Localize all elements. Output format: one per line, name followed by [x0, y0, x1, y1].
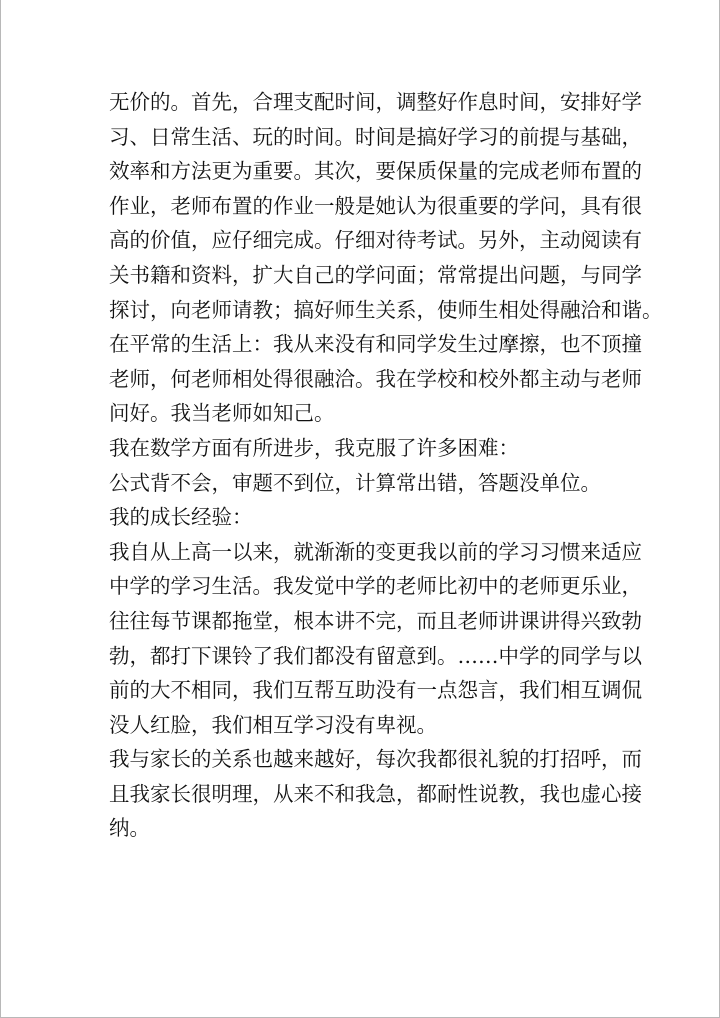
text-line: 在平常的生活上：我从来没有和同学发生过摩擦，也不顶撞 — [109, 332, 642, 357]
text-line: 往往每节课都拖堂，根本讲不完，而且老师讲课讲得兴致勃 — [109, 608, 642, 633]
text-line: 中学的学习生活。我发觉中学的老师比初中的老师更乐业， — [109, 574, 642, 599]
text-line: 关书籍和资料，扩大自己的学问面；常常提出问题，与同学 — [109, 262, 642, 287]
text-line: 我自从上高一以来，就渐渐的变更我以前的学习习惯来适应 — [109, 539, 642, 564]
text-line: 我与家长的关系也越来越好，每次我都很礼貌的打招呼，而 — [109, 747, 642, 772]
text-line: 我的成长经验： — [109, 505, 253, 530]
text-line: 勃，都打下课铃了我们都没有留意到。……中学的同学与以 — [109, 643, 642, 668]
text-line: 且我家长很明理，从来不和我急，都耐性说教，我也虚心接 — [109, 781, 642, 806]
text-line: 高的价值，应仔细完成。仔细对待考试。另外，主动阅读有 — [109, 228, 642, 253]
text-line: 无价的。首先，合理支配时间，调整好作息时间，安排好学 — [109, 90, 642, 114]
text-line: 问好。我当老师如知己。 — [109, 401, 335, 426]
text-line: 我在数学方面有所进步，我克服了许多困难： — [109, 435, 519, 460]
text-line: 纳。 — [109, 816, 150, 841]
text-line: 习、日常生活、玩的时间。时间是搞好学习的前提与基础， — [109, 124, 642, 149]
text-line: 作业，老师布置的作业一般是她认为很重要的学问，具有很 — [109, 193, 642, 218]
text-line: 老师，何老师相处得很融洽。我在学校和校外都主动与老师 — [109, 366, 642, 391]
text-line: 公式背不会，审题不到位，计算常出错，答题没单位。 — [109, 470, 601, 495]
text-line: 探讨，向老师请教；搞好师生关系，使师生相处得融洽和谐。 — [109, 297, 663, 322]
document-body — [109, 85, 663, 846]
text-line: 效率和方法更为重要。其次，要保质保量的完成老师布置的 — [109, 159, 642, 184]
text-line: 没人红脸，我们相互学习没有卑视。 — [109, 712, 437, 737]
text-line: 前的大不相同，我们互帮互助没有一点怨言，我们相互调侃 — [109, 678, 642, 703]
